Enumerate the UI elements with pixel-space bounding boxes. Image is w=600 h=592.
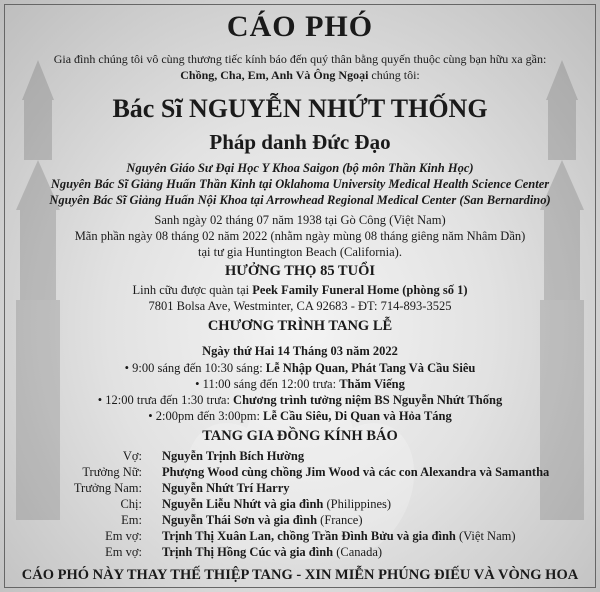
family-row: Vợ: Nguyễn Trịnh Bích Hường bbox=[122, 449, 305, 463]
intro-line: Gia đình chúng tôi vô cùng thương tiếc kính báo đến quý thân bằng quyến thuộc cùng bạn hữu xa gần: bbox=[53, 52, 547, 66]
death-place: tại tư gia Huntington Beach (California). bbox=[198, 245, 402, 259]
program-item: • 12:00 trưa đến 1:30 trưa: Chương trình tưởng niệm BS Nguyễn Nhứt Thống bbox=[97, 393, 503, 407]
family-row: Chị: Nguyễn Liễu Nhứt và gia đình (Philippines) bbox=[120, 497, 392, 511]
credential-line: Nguyên Bác Sĩ Giảng Huấn Thần Kinh tại Oklahoma University Medical Health Science Center bbox=[50, 177, 550, 191]
family-row: Em: Nguyễn Thái Sơn và gia đình (France) bbox=[121, 513, 363, 527]
family-row: Em vợ: Trịnh Thị Hồng Cúc và gia đình (Canada) bbox=[105, 545, 383, 559]
program-item: • 9:00 sáng đến 10:30 sáng: Lễ Nhập Quan, Phát Tang Và Cầu Siêu bbox=[124, 361, 476, 375]
credential-line: Nguyên Giáo Sư Đại Học Y Khoa Saigon (bộ môn Thần Kinh Học) bbox=[126, 161, 474, 175]
age-heading: HƯỞNG THỌ 85 TUỔI bbox=[225, 263, 375, 279]
death-info: Mãn phần ngày 08 tháng 02 năm 2022 (nhằm ngày mùng 08 tháng giêng năm Nhâm Dần) bbox=[74, 229, 526, 243]
family-row: Trưởng Nam: Nguyễn Nhứt Trí Harry bbox=[73, 481, 290, 495]
family-row: Trưởng Nữ: Phượng Wood cùng chồng Jim Wood và các con Alexandra và Samantha bbox=[82, 465, 550, 479]
dharma-name: Pháp danh Đức Đạo bbox=[209, 130, 391, 154]
intro-line-relations: Chồng, Cha, Em, Anh Và Ông Ngoại chúng tôi: bbox=[180, 68, 420, 82]
family-heading: TANG GIA ĐỒNG KÍNH BÁO bbox=[202, 428, 398, 444]
page-title: CÁO PHÓ bbox=[226, 10, 374, 43]
program-date: Ngày thứ Hai 14 Tháng 03 năm 2022 bbox=[202, 344, 398, 358]
deceased-name: Bác Sĩ NGUYỄN NHỨT THỐNG bbox=[112, 94, 488, 123]
funeral-home-line: Linh cữu được quàn tại Peek Family Funeral Home (phòng số 1) bbox=[132, 283, 468, 297]
program-item: • 2:00pm đến 3:00pm: Lễ Cầu Siêu, Di Quan và Hỏa Táng bbox=[148, 409, 452, 423]
footer-notice: CÁO PHÓ NÀY THAY THẾ THIỆP TANG - XIN MIỄN PHÚNG ĐIẾU VÀ VÒNG HOA bbox=[21, 567, 579, 583]
family-row: Em vợ: Trịnh Thị Xuân Lan, chồng Trần Đình Bửu và gia đình (Việt Nam) bbox=[105, 529, 516, 543]
program-item: • 11:00 sáng đến 12:00 trưa: Thăm Viếng bbox=[195, 377, 405, 391]
funeral-address: 7801 Bolsa Ave, Westminter, CA 92683 - ĐT: 714-893-3525 bbox=[148, 299, 452, 313]
program-heading: CHƯƠNG TRÌNH TANG LỄ bbox=[207, 318, 393, 334]
credential-line: Nguyên Bác Sĩ Giảng Huấn Nội Khoa tại Arrowhead Regional Medical Center (San Bernardino) bbox=[49, 193, 551, 207]
birth-info: Sanh ngày 02 tháng 07 năm 1938 tại Gò Công (Việt Nam) bbox=[154, 213, 446, 227]
